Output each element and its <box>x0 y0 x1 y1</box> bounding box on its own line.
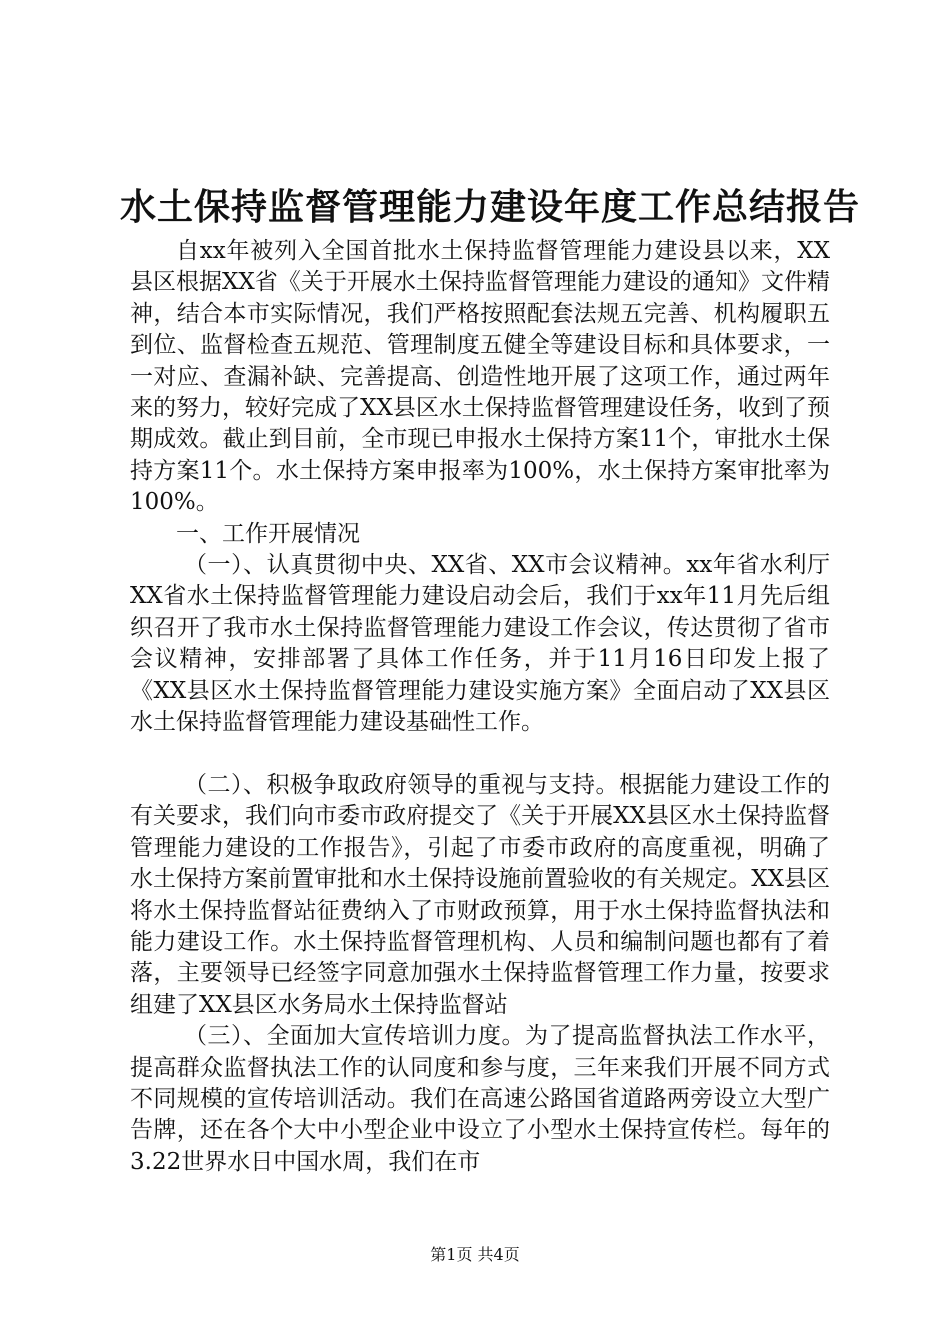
item-paragraph-3: （三）、全面加大宣传培训力度。为了提高监督执法工作水平，提高群众监督执法工作的认同度和参与度，三年来我们开展不同方式不同规模的宣传培训活动。我们在高速公路国省道路两旁设立大型广告牌，还在各个大中小型企业中设立了小型水土保持宣传栏。每年的3.22世界水日中国水周，我们在市 <box>130 1023 830 1175</box>
document-title: 水土保持监督管理能力建设年度工作总结报告 <box>120 186 861 228</box>
intro-paragraph: 自xx年被列入全国首批水土保持监督管理能力建设县以来，XX县区根据XX省《关于开展水土保持监督管理能力建设的通知》文件精神，结合本市实际情况，我们严格按照配套法规五完善、机构履职五到位、监督检查五规范、管理制度五健全等建设目标和具体要求，一一对应、查漏补缺、完善提高、创造性地开展了这项工作，通过两年来的努力，较好完成了XX县区水土保持监督管理建设任务，收到了预期成效。截止到目前，全市现已申报水土保持方案11个，审批水土保持方案11个。水土保持方案申报率为100%，水土保持方案审批率为100%。 <box>130 238 830 516</box>
section-heading-work-progress: 一、工作开展情况 <box>176 520 360 547</box>
item-paragraph-1: （一）、认真贯彻中央、XX省、XX市会议精神。xx年省水利厅XX省水土保持监督管理能力建设启动会后，我们于xx年11月先后组织召开了我市水土保持监督管理能力建设工作会议，传达贯彻了省市会议精神，安排部署了具体工作任务，并于11月16日印发上报了《XX县区水土保持监督管理能力建设实施方案》全面启动了XX县区水土保持监督管理能力建设基础性工作。 <box>130 552 830 736</box>
document-body <box>130 236 830 1178</box>
item-paragraph-2: （二）、积极争取政府领导的重视与支持。根据能力建设工作的有关要求，我们向市委市政府提交了《关于开展XX县区水土保持监督管理能力建设的工作报告》，引起了市委市政府的高度重视，明确了水土保持方案前置审批和水土保持设施前置验收的有关规定。XX县区将水土保持监督站征费纳入了市财政预算，用于水土保持监督执法和能力建设工作。水土保持监督管理机构、人员和编制问题也都有了着落，主要领导已经签字同意加强水土保持监督管理工作力量，按要求组建了XX县区水务局水土保持监督站 <box>130 771 830 1018</box>
paragraph-spacer <box>130 739 830 770</box>
page-footer: 第1页 共4页 <box>430 1245 520 1264</box>
